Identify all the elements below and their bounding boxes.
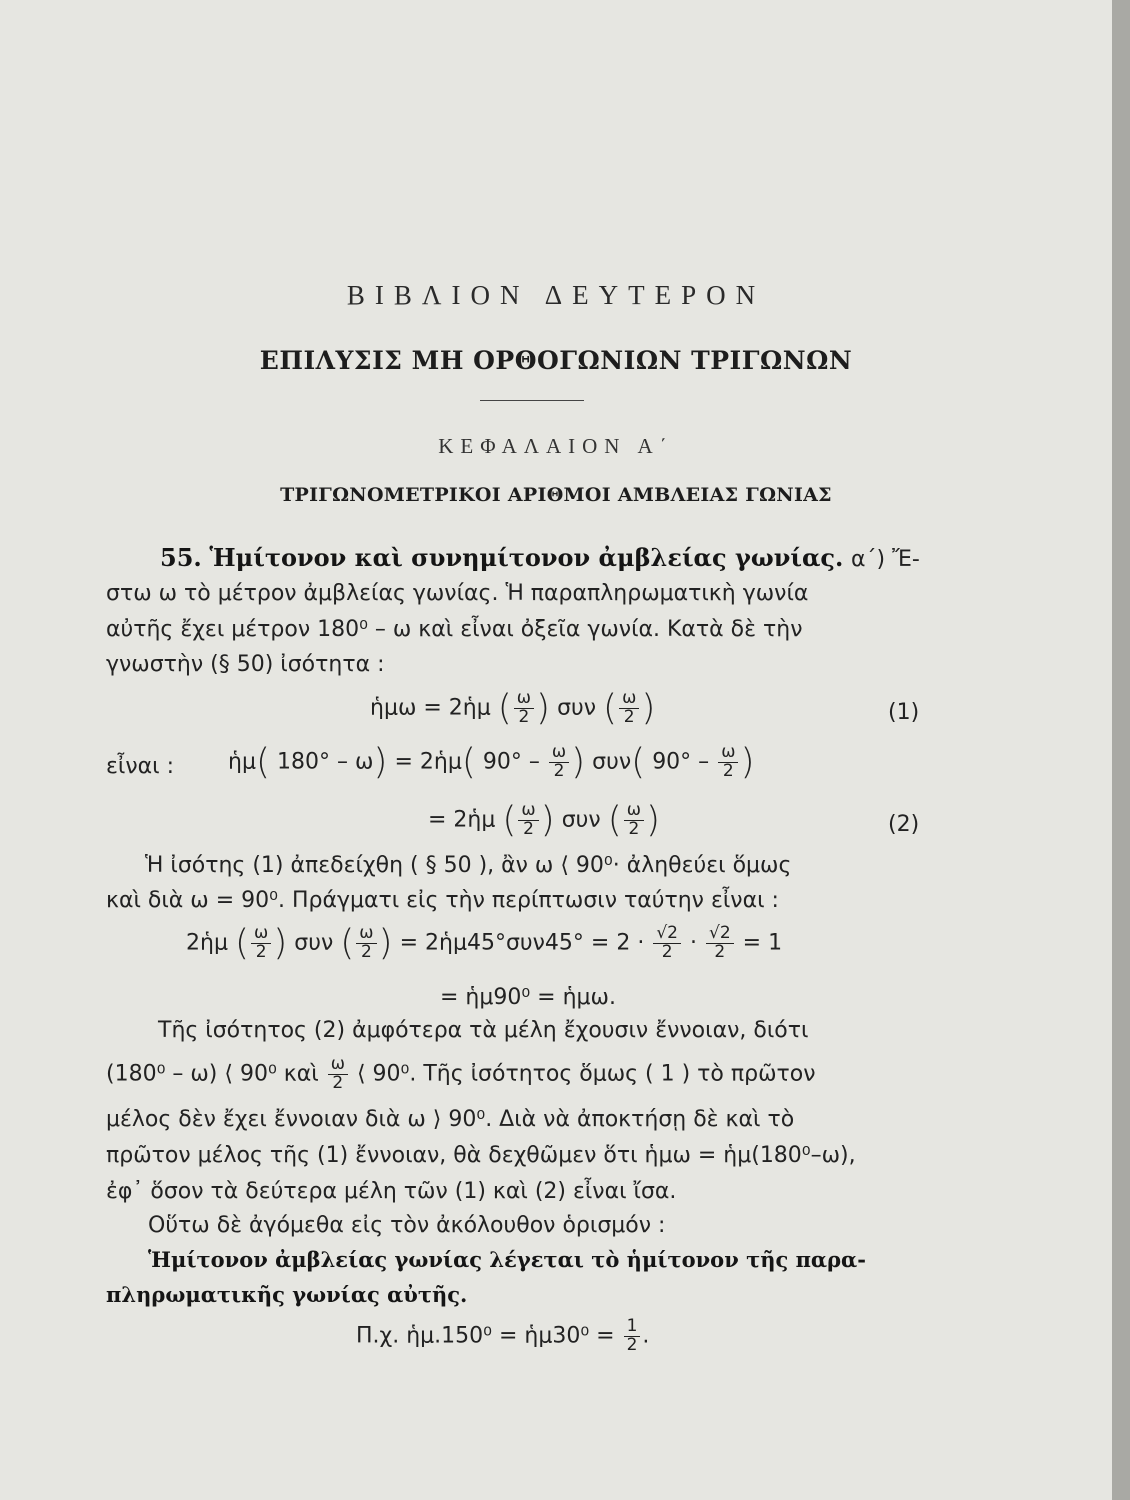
section-line1-rest: α΄) Ἔ-	[851, 547, 920, 572]
sqrt-fraction: $\frac{√2}{2}$	[653, 925, 681, 962]
eq2-prefix: εἶναι :	[106, 754, 174, 779]
sqrt-fraction: $\frac{√2}{2}$	[706, 925, 734, 962]
fraction: $\frac{\omega}{2}$	[514, 690, 534, 727]
section-line: γνωστὴν (§ 50) ἰσότητα :	[106, 652, 385, 677]
paragraph-line: καὶ διὰ ω = 90⁰. Πράγματι εἰς τὴν περίπτωσιν ταύτην εἶναι :	[106, 888, 779, 913]
equation-3: = 2ἡμ ( $\frac{\omega}{2}$ ) συν ( $\frac{\omega}{2}$ )	[428, 799, 661, 841]
equation-2: ἡμ( 180° – ω) = 2ἡμ( 90° – $\frac{\omega}{2}$ ) συν( 90° – $\frac{\omega}{2}$ )	[228, 741, 755, 783]
example-line: Π.χ. ἡμ.150⁰ = ἡμ30⁰ = $\frac{1}{2}$ .	[356, 1316, 650, 1355]
equation-4: 2ἡμ ( $\frac{\omega}{2}$ ) συν ( $\frac{\omega}{2}$ ) = 2ἡμ45°συν45° = 2 · $\frac{√2}{2}$ · $\frac{√2}{2}$ = 1	[186, 922, 783, 964]
paragraph-line: Τῆς ἰσότητος (2) ἀμφότερα τὰ μέλη ἔχουσιν ἔννοιαν, διότι	[158, 1018, 809, 1043]
equation-4-continued: = ἡμ90⁰ = ἡμω.	[440, 985, 616, 1010]
paragraph-line: μέλος δὲν ἔχει ἔννοιαν διὰ ω ⟩ 90⁰. Διὰ νὰ ἀποκτήσῃ δὲ καὶ τὸ	[106, 1107, 795, 1132]
section-number: 55.	[160, 543, 202, 572]
section-heading-line	[160, 543, 920, 572]
paragraph-line-with-fraction: (180⁰ – ω) ⟨ 90⁰ καὶ $\frac{\omega}{2}$ ⟨ 90⁰. Τῆς ἰσότητος ὅμως ( 1 ) τὸ πρῶτον	[106, 1054, 816, 1093]
paragraph-line: Οὕτω δὲ ἀγόμεθα εἰς τὸν ἀκόλουθον ὁρισμόν :	[148, 1213, 666, 1238]
fraction: $\frac{1}{2}$	[624, 1318, 641, 1355]
eq1-mid: συν	[557, 695, 597, 721]
section-line: στω ω τὸ μέτρον ἀμβλείας γωνίας. Ἡ παραπληρωματικὴ γωνία	[106, 581, 809, 606]
part-title: ΕΠΙΛΥΣΙΣ ΜΗ ΟΡΘΟΓΩΝΙΩΝ ΤΡΙΓΩΝΩΝ	[259, 346, 853, 375]
definition-line: Ἡμίτονον ἀμβλείας γωνίας λέγεται τὸ ἡμίτονον τῆς παρα-	[148, 1247, 866, 1272]
fraction: $\frac{\omega}{2}$	[549, 744, 569, 781]
fraction: $\frac{\omega}{2}$	[356, 925, 376, 962]
equation-label-2: (2)	[888, 812, 920, 837]
eq1-lhs: ἡμω = 2ἡμ	[370, 695, 491, 721]
chapter-heading: ΚΕΦΑΛΑΙΟΝ Α΄	[438, 434, 674, 458]
chapter-subtitle: ΤΡΙΓΩΝΟΜΕΤΡΙΚΟΙ ΑΡΙΘΜΟΙ ΑΜΒΛΕΙΑΣ ΓΩΝΙΑΣ	[280, 484, 832, 506]
fraction: $\frac{\omega}{2}$	[251, 925, 271, 962]
fraction: $\frac{\omega}{2}$	[718, 744, 738, 781]
fraction: $\frac{\omega}{2}$	[328, 1056, 348, 1093]
paragraph-line: Ἡ ἰσότης (1) ἀπεδείχθη ( § 50 ), ἂν ω ⟨ 90⁰· ἀληθεύει ὅμως	[145, 853, 792, 878]
page-edge-shadow	[1112, 0, 1130, 1500]
paragraph-line: πρῶτον μέλος τῆς (1) ἔννοιαν, θὰ δεχθῶμεν ὅτι ἡμω = ἡμ(180⁰–ω),	[106, 1143, 856, 1168]
definition-line: πληρωματικῆς γωνίας αὐτῆς.	[106, 1282, 468, 1307]
section-heading: Ἡμίτονον καὶ συνημίτονον ἀμβλείας γωνίας.	[209, 543, 844, 572]
equation-label-1: (1)	[888, 700, 920, 725]
paragraph-line: ἐφ᾽ ὅσον τὰ δεύτερα μέλη τῶν (1) καὶ (2) εἶναι ἴσα.	[106, 1179, 677, 1204]
fraction: $\frac{\omega}{2}$	[624, 802, 644, 839]
book-heading: ΒΙΒΛΙΟΝ ΔΕΥΤΕΡΟΝ	[346, 280, 766, 310]
section-line: αὐτῆς ἔχει μέτρον 180⁰ – ω καὶ εἶναι ὀξεῖα γωνία. Κατὰ δὲ τὴν	[106, 617, 803, 642]
fraction: $\frac{\omega}{2}$	[619, 690, 639, 727]
equation-1: ἡμω = 2ἡμ ( $\frac{\omega}{2}$ ) συν ( $\frac{\omega}{2}$ )	[370, 687, 656, 729]
title-divider	[480, 400, 584, 401]
fraction: $\frac{\omega}{2}$	[518, 802, 538, 839]
